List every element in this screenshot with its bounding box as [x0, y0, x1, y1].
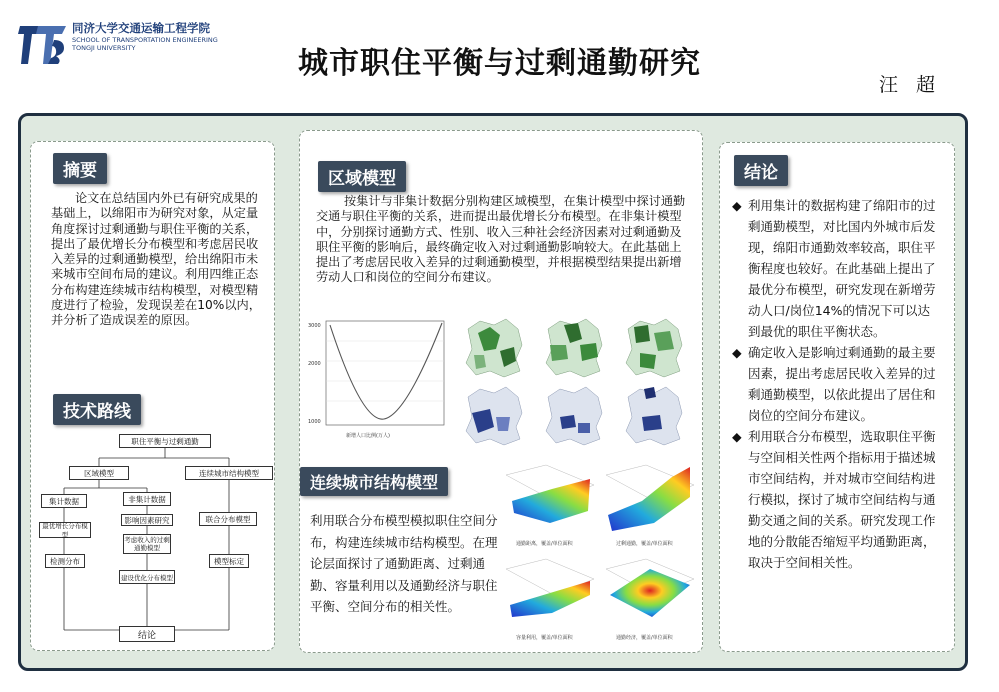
flow-box-top: 职住平衡与过剩通勤	[119, 434, 211, 448]
flow-box-conclusion: 结论	[119, 626, 175, 642]
middle-panel	[299, 130, 703, 653]
flow-box-aggregate: 集计数据	[41, 494, 87, 508]
conclusion-item	[732, 342, 938, 426]
blue-map-3	[626, 387, 682, 445]
surface-plot-4	[606, 559, 694, 641]
diamond-bullet-icon: ◆	[732, 345, 742, 360]
green-map-3	[626, 319, 682, 377]
tech-route-heading: 技术路线	[53, 394, 141, 425]
school-name-en-line2: TONGJI UNIVERSITY	[72, 44, 136, 52]
conclusion-item	[732, 426, 938, 573]
flow-box-validate-right: 模型标定	[209, 554, 249, 568]
u-curve-figure	[306, 315, 456, 443]
right-panel	[719, 142, 955, 652]
flow-box-influence: 影响因素研究	[121, 514, 173, 526]
conclusion-list	[732, 195, 938, 573]
conclusion-heading: 结论	[734, 155, 788, 186]
svg-text:通勤经济，覆盖/单位面积: 通勤经济，覆盖/单位面积	[616, 635, 673, 641]
conclusion-item-text: 利用集计的数据构建了绵阳市的过剩通勤模型，对比国内外城市后发现，绵阳市通勤效率较高，职住平衡程度也较好。在此基础上提出了最优分布模型，研究发现在新增劳动人口/岗位14%的情况下可以达到最优的职住平衡状态。	[748, 198, 936, 339]
svg-text:2000: 2000	[308, 361, 321, 367]
author-name: 汪 超	[878, 74, 941, 96]
diamond-bullet-icon: ◆	[732, 198, 742, 213]
poster-body-frame	[18, 113, 968, 671]
continuous-model-text: 利用联合分布模型模拟职住空间分布，构建连续城市结构模型。在理论层面探讨了通勤距离、过剩通勤、容量利用以及通勤经济与职住平衡、空间分布的相关性。	[310, 513, 498, 614]
poster-header	[0, 0, 999, 108]
flow-box-layout: 建设优化分布模型	[119, 570, 175, 584]
svg-text:3000: 3000	[308, 323, 321, 329]
region-model-text: 按集计与非集计数据分别构建区域模型，在集计模型中探讨通勤交通与职住平衡的关系，进而提出最优增长分布模型。在非集计模型中，分别探讨通勤方式、性别、收入三种社会经济因素对过剩通勤及职住平衡的影响后，最终确定收入对过剩通勤影响较大。在此基础上提出了考虑居民收入差异的过剩通勤模型，并根据模型结果提出新增劳动人口和岗位的空间分布建议。	[316, 194, 686, 285]
green-maps-figure	[460, 315, 700, 383]
flow-box-validate-left: 检测分布	[45, 554, 85, 568]
svg-text:1000: 1000	[308, 419, 321, 425]
abstract-text: 论文在总结国内外已有研究成果的基础上，以绵阳市为研究对象，从定量角度探讨过剩通勤与职住平衡的关系，提出了最优增长分布模型和考虑居民收入差异的过剩通勤模型，给出绵阳市未来城市空间布局的建议。利用四维正态分布构建连续城市结构模型，对模型精度进行了检验，发现误差在10%以内，并分析了造成误差的原因。	[51, 191, 261, 328]
svg-text:容量利用，覆盖/单位面积: 容量利用，覆盖/单位面积	[516, 635, 573, 641]
school-name-en-line1: SCHOOL OF TRANSPORTATION ENGINEERING	[72, 36, 218, 44]
region-model-heading: 区域模型	[318, 161, 406, 192]
flow-box-disaggregate: 非集计数据	[123, 492, 171, 506]
surface-plot-1	[506, 465, 594, 547]
flow-box-income: 考虑收入的过剩通勤模型	[124, 536, 170, 552]
conclusion-item-text: 利用联合分布模型，选取职住平衡与空间相关性两个指标用于描述城市空间结构，并对城市空间结构进行模拟，探讨了城市空间结构与通勤交通之间的关系。研究发现工作地的分散能否缩短平均通勤距离，取决于空间相关性。	[748, 429, 936, 570]
conclusion-item-text: 确定收入是影响过剩通勤的最主要因素，提出考虑居民收入差异的过剩通勤模型，以依此提出了居住和岗位的空间分布建议。	[748, 345, 936, 423]
flow-box-region: 区域模型	[69, 466, 129, 480]
green-map-1	[466, 319, 522, 377]
surface-plots-figure	[502, 461, 698, 649]
conclusion-item	[732, 195, 938, 342]
surface-plot-2	[606, 465, 694, 547]
flow-box-joint: 联合分布模型	[199, 512, 257, 526]
diamond-bullet-icon: ◆	[732, 429, 742, 444]
blue-map-2	[546, 387, 602, 445]
continuous-model-heading: 连续城市结构模型	[300, 467, 448, 496]
svg-text:新增人口比例(万人): 新增人口比例(万人)	[346, 433, 390, 439]
blue-map-1	[466, 387, 522, 445]
left-panel	[30, 141, 275, 651]
school-name-cn: 同济大学交通运输工程学院	[72, 21, 210, 35]
svg-text:通勤距离，覆盖/单位面积: 通勤距离，覆盖/单位面积	[516, 541, 573, 547]
surface-plot-3	[506, 559, 594, 641]
flow-box-optimal: 最优增长分布模型	[39, 522, 91, 538]
blue-maps-figure	[460, 383, 700, 453]
tech-route-flowchart	[39, 430, 267, 645]
flow-box-continuous: 连续城市结构模型	[185, 466, 273, 480]
green-map-2	[546, 319, 602, 377]
svg-text:过剩通勤，覆盖/单位面积: 过剩通勤，覆盖/单位面积	[616, 541, 673, 547]
poster-title: 城市职住平衡与过剩通勤研究	[298, 46, 701, 81]
abstract-heading: 摘要	[53, 153, 107, 184]
